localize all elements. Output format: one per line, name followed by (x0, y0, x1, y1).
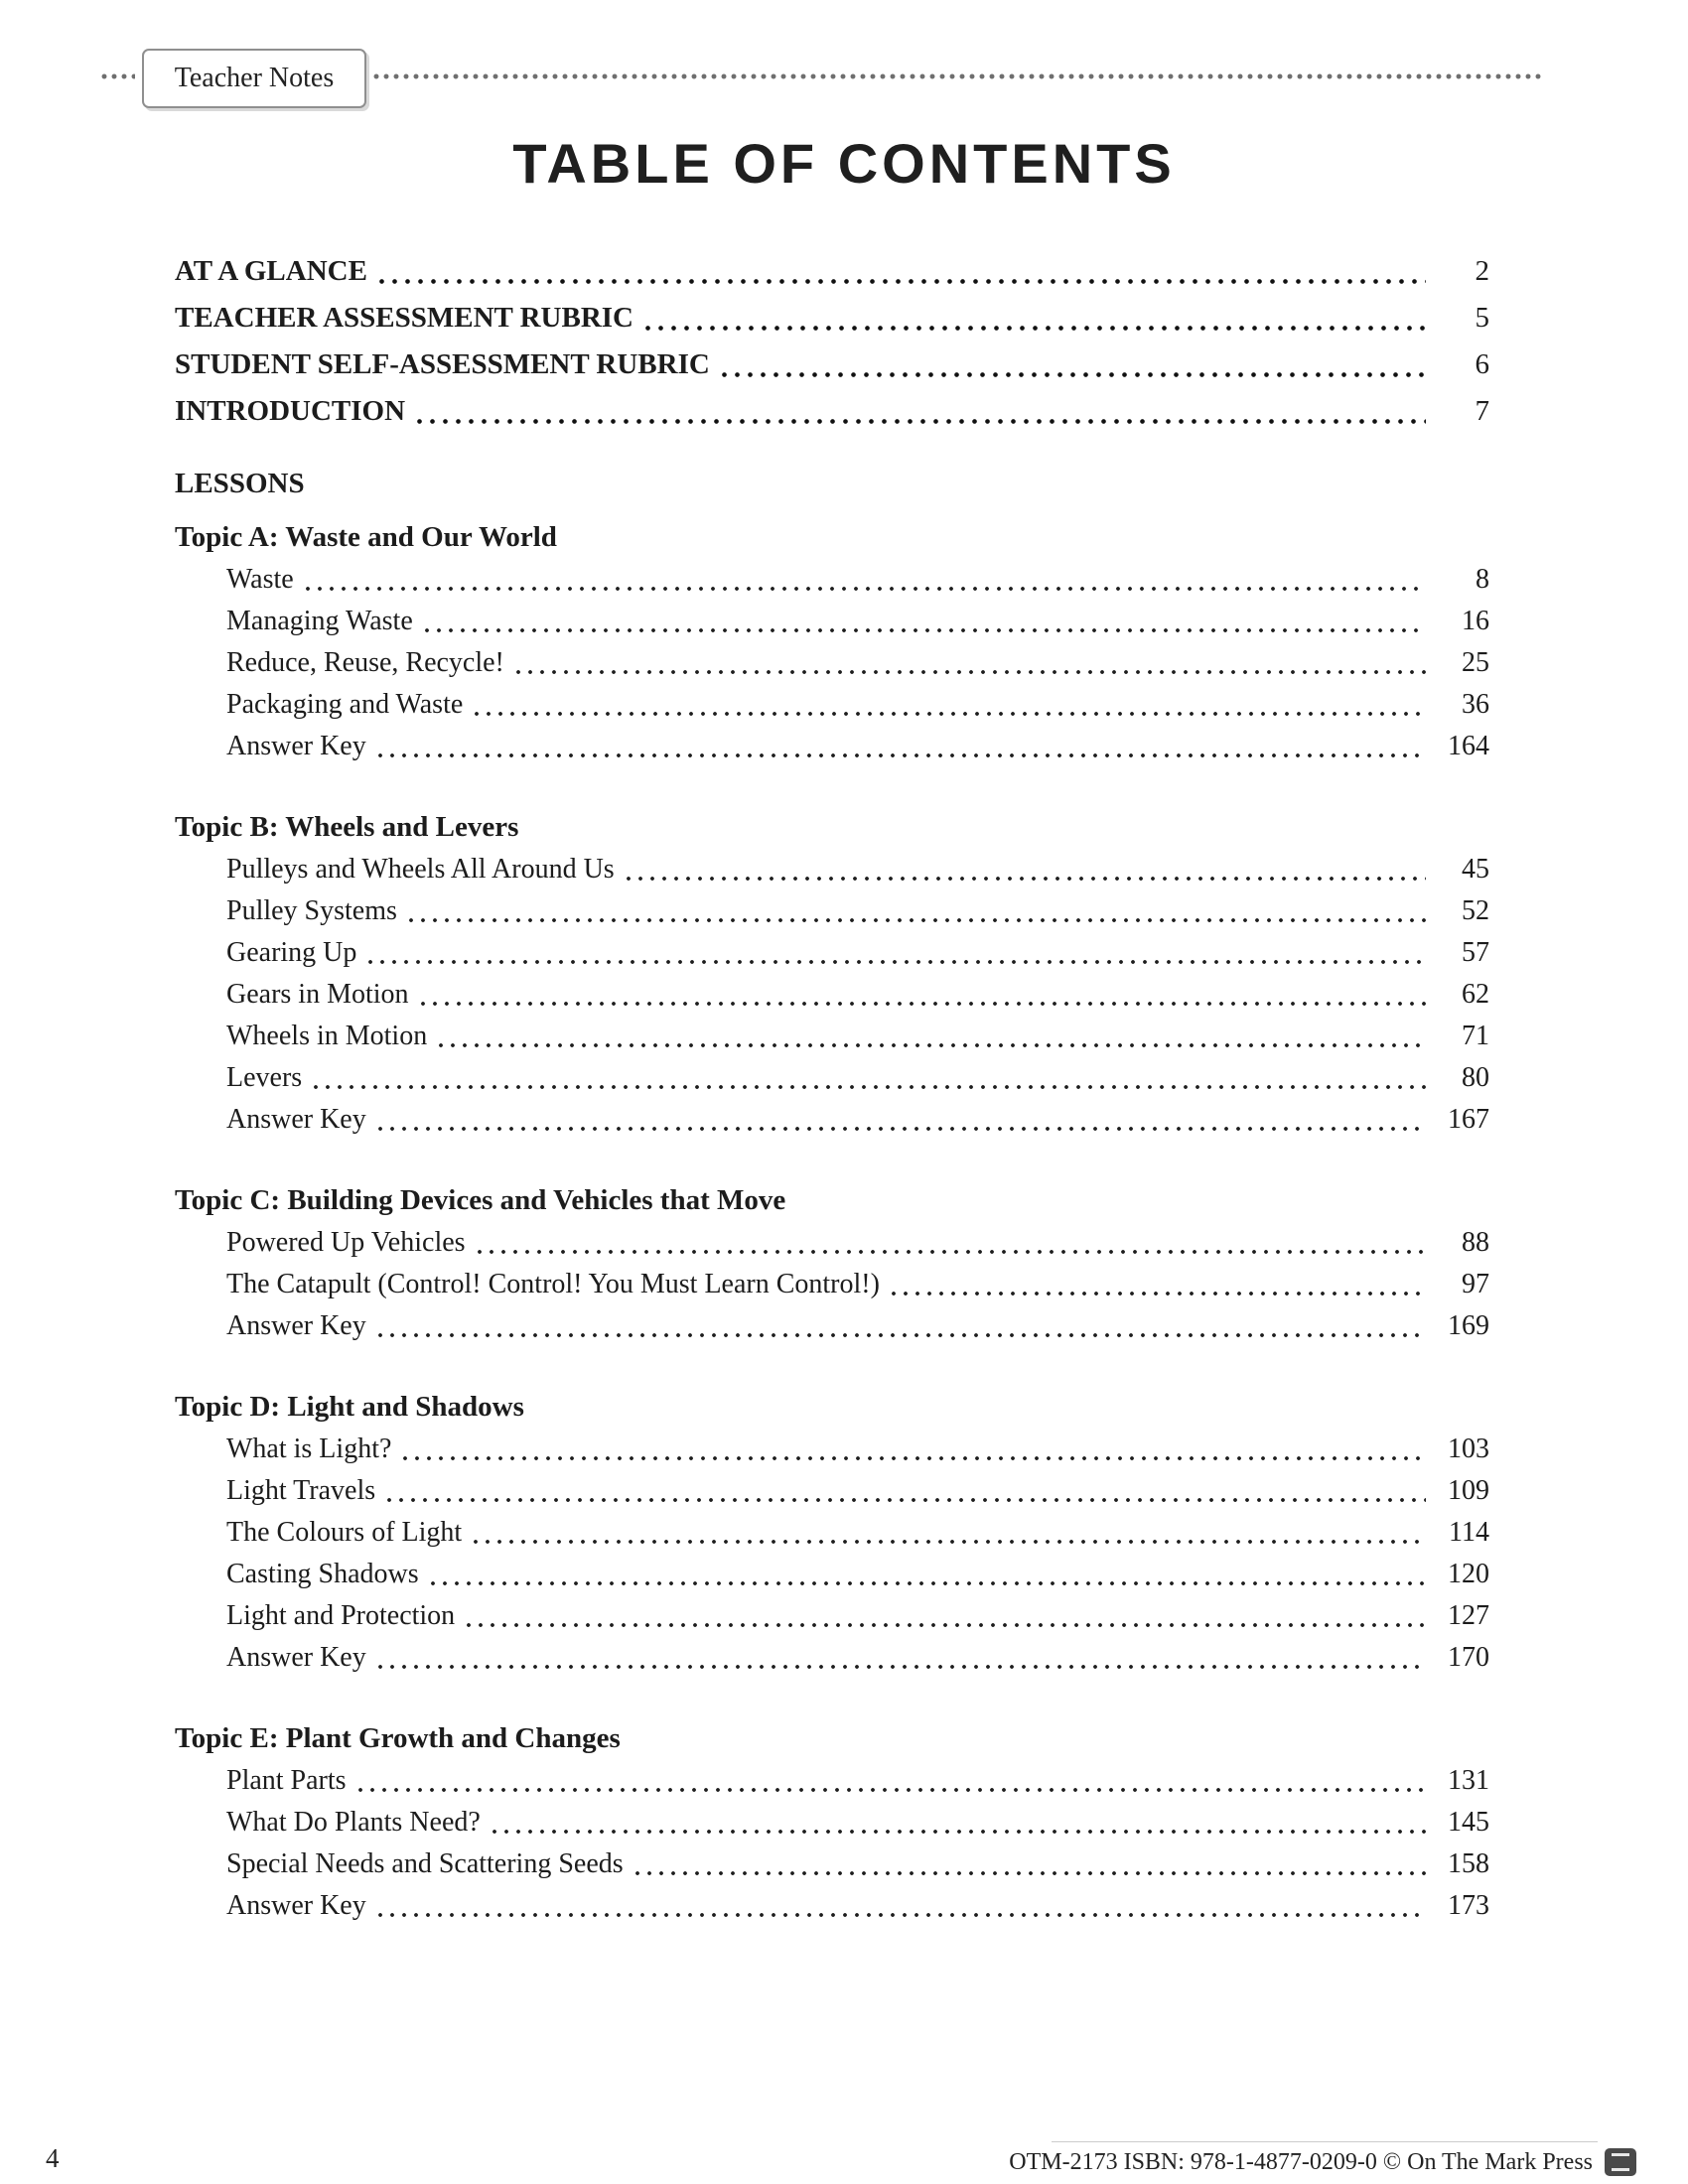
lessons-heading: LESSONS (175, 468, 305, 499)
dot-leader (354, 1760, 1426, 1802)
topic-heading: Topic C: Building Devices and Vehicles that Move (175, 1184, 786, 1216)
lesson-row (226, 726, 1489, 767)
lesson-row-label: What Do Plants Need? (226, 1807, 481, 1838)
lesson-row-label: Levers (226, 1062, 303, 1093)
dot-leader (427, 1554, 1426, 1595)
logo-glyph (1612, 2153, 1629, 2171)
lesson-row (226, 1760, 1489, 1802)
front-matter-row (175, 341, 1489, 388)
footer-credit-text: OTM-2173 ISBN: 978-1-4877-0209-0 © On The Mark Press (1009, 2148, 1593, 2175)
lesson-row (226, 1554, 1489, 1595)
lesson-row-page: 103 (1448, 1433, 1489, 1464)
front-matter-row (175, 295, 1489, 341)
lesson-row (226, 1885, 1489, 1927)
lesson-row-page: 131 (1448, 1765, 1489, 1796)
lesson-row-label: Answer Key (226, 1642, 366, 1673)
lesson-row-page: 36 (1462, 689, 1489, 720)
lesson-row-page: 167 (1448, 1104, 1489, 1135)
lesson-row (226, 1843, 1489, 1885)
lesson-row (226, 559, 1489, 601)
dot-leader (435, 1016, 1426, 1057)
dot-leader (405, 890, 1426, 932)
dot-leader (417, 974, 1426, 1016)
dot-leader (374, 1305, 1426, 1347)
dot-leader (888, 1264, 1426, 1305)
topic-heading: Topic D: Light and Shadows (175, 1391, 524, 1423)
lesson-row-page: 71 (1462, 1021, 1489, 1051)
front-matter-row (175, 248, 1489, 295)
lesson-row-label: Reduce, Reuse, Recycle! (226, 647, 504, 678)
topic-heading: Topic E: Plant Growth and Changes (175, 1722, 621, 1754)
lesson-row-page: 45 (1462, 854, 1489, 885)
lesson-row-page: 114 (1449, 1517, 1489, 1548)
lesson-row-page: 25 (1462, 647, 1489, 678)
dot-leader (421, 601, 1426, 642)
lesson-row (226, 1057, 1489, 1099)
topic-heading: Topic B: Wheels and Levers (175, 811, 519, 843)
lesson-row-label: Light and Protection (226, 1600, 456, 1631)
lesson-row-label: Packaging and Waste (226, 689, 464, 720)
lesson-row-page: 145 (1448, 1807, 1489, 1838)
lesson-row (226, 1016, 1489, 1057)
dot-leader (470, 1512, 1426, 1554)
lesson-row-label: Powered Up Vehicles (226, 1227, 466, 1258)
teacher-notes-tab (142, 49, 366, 108)
lesson-row-page: 80 (1462, 1062, 1489, 1093)
lesson-row (226, 1099, 1489, 1141)
lesson-row-page: 52 (1462, 895, 1489, 926)
lesson-row-page: 158 (1448, 1848, 1489, 1879)
on-the-mark-press-logo-icon (1605, 2148, 1636, 2176)
lesson-row-label: Managing Waste (226, 606, 413, 636)
teacher-notes-tab-label: Teacher Notes (174, 63, 335, 93)
page-title: TABLE OF CONTENTS (512, 132, 1176, 195)
dot-leader (374, 1885, 1426, 1927)
page-number: 4 (46, 2143, 60, 2173)
front-matter-row-page: 5 (1475, 302, 1489, 334)
lesson-row-page: 8 (1476, 564, 1489, 595)
dot-leader (474, 1222, 1426, 1264)
front-matter-row-label: STUDENT SELF-ASSESSMENT RUBRIC (175, 348, 710, 380)
lesson-row-label: Casting Shadows (226, 1559, 419, 1589)
lesson-row-label: The Catapult (Control! Control! You Must Learn Control!) (226, 1269, 880, 1299)
lesson-row-label: Wheels in Motion (226, 1021, 428, 1051)
lesson-row-label: Answer Key (226, 1104, 366, 1135)
lesson-row-page: 169 (1448, 1310, 1489, 1341)
front-matter-list (175, 248, 1489, 435)
lesson-row-label: Waste (226, 564, 294, 595)
lesson-row-page: 88 (1462, 1227, 1489, 1258)
lesson-row-page: 109 (1448, 1475, 1489, 1506)
lesson-row-page: 164 (1448, 731, 1489, 761)
front-matter-row-page: 7 (1475, 395, 1489, 427)
dot-leader (471, 684, 1426, 726)
dot-leader (374, 1637, 1426, 1679)
lesson-row (226, 890, 1489, 932)
dot-leader (718, 341, 1426, 388)
lesson-row (226, 1264, 1489, 1305)
dotted-line-left (99, 72, 135, 80)
lesson-row-page: 173 (1448, 1890, 1489, 1921)
dot-leader (399, 1429, 1426, 1470)
front-matter-row-page: 2 (1475, 255, 1489, 287)
front-matter-row-label: AT A GLANCE (175, 255, 367, 287)
dot-leader (641, 295, 1426, 341)
dot-leader (632, 1843, 1426, 1885)
lesson-row (226, 849, 1489, 890)
lesson-row (226, 932, 1489, 974)
lesson-row-label: What is Light? (226, 1433, 392, 1464)
front-matter-row-page: 6 (1475, 348, 1489, 380)
lesson-row (226, 684, 1489, 726)
lesson-row-page: 120 (1448, 1559, 1489, 1589)
lesson-row-page: 170 (1448, 1642, 1489, 1673)
lesson-row-label: Gearing Up (226, 937, 357, 968)
dot-leader (375, 248, 1426, 295)
lesson-row (226, 974, 1489, 1016)
lesson-row-label: Pulleys and Wheels All Around Us (226, 854, 615, 885)
lesson-row (226, 1595, 1489, 1637)
lesson-row (226, 642, 1489, 684)
lesson-row-label: Plant Parts (226, 1765, 347, 1796)
front-matter-row (175, 388, 1489, 435)
lesson-row (226, 1470, 1489, 1512)
lesson-row-label: The Colours of Light (226, 1517, 463, 1548)
dot-leader (364, 932, 1426, 974)
lesson-row (226, 1305, 1489, 1347)
lesson-row-page: 16 (1462, 606, 1489, 636)
lesson-row-label: Pulley Systems (226, 895, 397, 926)
lesson-row-label: Light Travels (226, 1475, 376, 1506)
dot-leader (512, 642, 1426, 684)
lesson-row-label: Gears in Motion (226, 979, 409, 1010)
lesson-row-label: Special Needs and Scattering Seeds (226, 1848, 624, 1879)
dot-leader (310, 1057, 1426, 1099)
topic-heading: Topic A: Waste and Our World (175, 521, 557, 553)
topics-list (175, 515, 1489, 1927)
front-matter-row-label: TEACHER ASSESSMENT RUBRIC (175, 302, 633, 334)
dot-leader (374, 1099, 1426, 1141)
lesson-row (226, 1222, 1489, 1264)
dot-leader (413, 388, 1426, 435)
dotted-line-right (371, 72, 1545, 80)
lesson-row (226, 601, 1489, 642)
dot-leader (623, 849, 1426, 890)
table-of-contents (175, 248, 1489, 1927)
lesson-row-page: 62 (1462, 979, 1489, 1010)
lesson-row (226, 1637, 1489, 1679)
lesson-row-label: Answer Key (226, 1890, 366, 1921)
lesson-row-label: Answer Key (226, 1310, 366, 1341)
lesson-row-page: 97 (1462, 1269, 1489, 1299)
dot-leader (463, 1595, 1426, 1637)
footer-credit-area (1009, 2148, 1636, 2176)
page-header (0, 0, 1688, 129)
lesson-row (226, 1429, 1489, 1470)
lesson-row (226, 1802, 1489, 1843)
dot-leader (489, 1802, 1426, 1843)
lesson-row-page: 57 (1462, 937, 1489, 968)
lesson-row-page: 127 (1448, 1600, 1489, 1631)
dot-leader (383, 1470, 1426, 1512)
dot-leader (374, 726, 1426, 767)
front-matter-row-label: INTRODUCTION (175, 395, 406, 427)
lesson-row (226, 1512, 1489, 1554)
footer-divider (1052, 2141, 1598, 2142)
lesson-row-label: Answer Key (226, 731, 366, 761)
dot-leader (302, 559, 1426, 601)
